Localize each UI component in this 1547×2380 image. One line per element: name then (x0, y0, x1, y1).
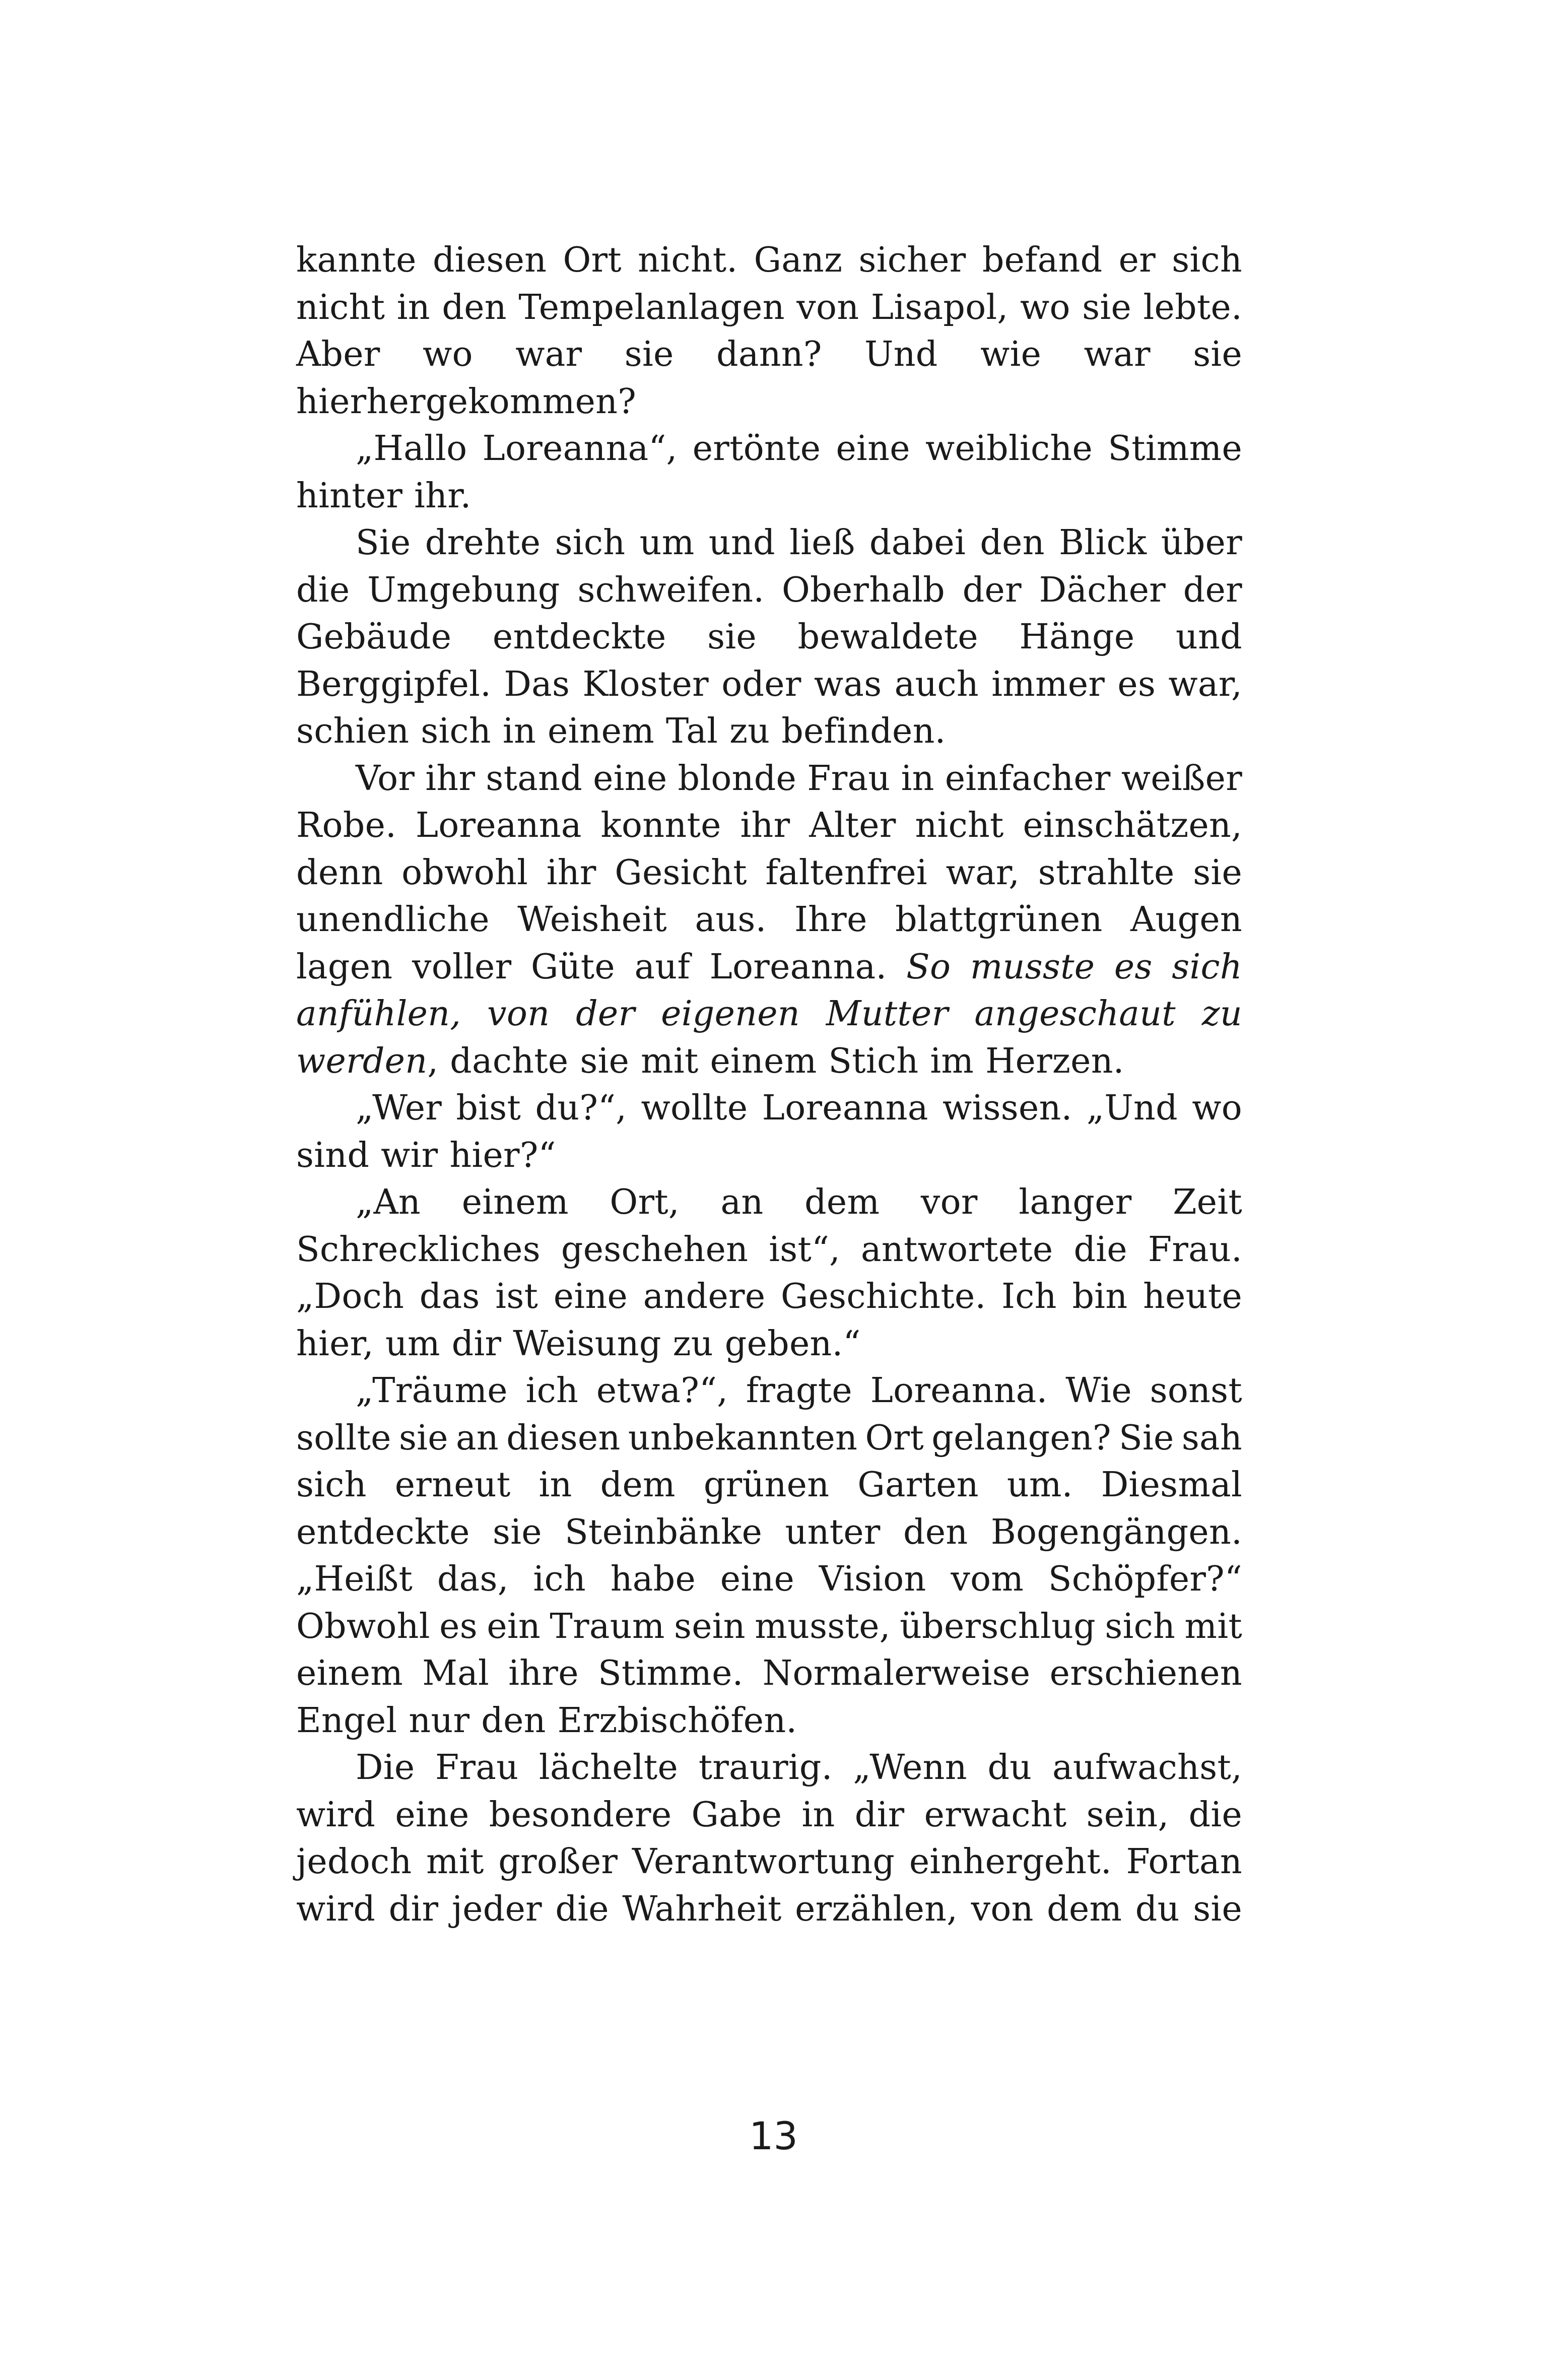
text-line: „Doch das ist eine andere Geschichte. Ich bin heute (296, 1277, 1242, 1316)
text-line: „An einem Ort, an dem vor langer Zeit (356, 1182, 1242, 1222)
text-line: Sie drehte sich um und ließ dabei den Blick über (356, 523, 1242, 563)
text-line: wird dir jeder die Wahrheit erzählen, von dem du sie (296, 1889, 1242, 1929)
text-line: Gebäude entdeckte sie bewaldete Hänge und (296, 617, 1242, 657)
page-number: 13 (749, 2113, 798, 2158)
text-line: Robe. Loreanna konnte ihr Alter nicht einschätzen, (296, 806, 1242, 845)
text-segment: lagen voller Güte auf Loreanna. (296, 947, 907, 987)
text-line: „Träume ich etwa?“, fragte Loreanna. Wie sonst (356, 1371, 1242, 1411)
italic-segment: So musste es sich (906, 947, 1242, 987)
text-line: unendliche Weisheit aus. Ihre blattgrünen Augen (296, 900, 1242, 940)
text-line: Aber wo war sie dann? Und wie war sie (296, 335, 1242, 374)
text-line: Die Frau lächelte traurig. „Wenn du aufwachst, (356, 1748, 1242, 1788)
text-line: Obwohl es ein Traum sein musste, überschlug sich mit (296, 1606, 1242, 1646)
text-line: „Heißt das, ich habe eine Vision vom Schöpfer?“ (296, 1559, 1242, 1599)
text-line: Schreckliches geschehen ist“, antwortete die Frau. (296, 1229, 1242, 1270)
text-line: entdeckte sie Steinbänke unter den Bogengängen. (296, 1512, 1242, 1552)
italic-segment: anfühlen, von der eigenen Mutter angeschaut zu (296, 994, 1242, 1034)
text-line: „Hallo Loreanna“, ertönte eine weibliche Stimme (356, 429, 1242, 469)
text-line: nicht in den Tempelanlagen von Lisapol, wo sie lebte. (296, 287, 1242, 327)
text-line: Berggipfel. Das Kloster oder was auch immer es war, (296, 664, 1242, 704)
text-line (296, 1038, 1242, 1085)
text-line: Vor ihr stand eine blonde Frau in einfacher weißer (356, 758, 1242, 799)
text-line: wird eine besondere Gabe in dir erwacht sein, die (296, 1795, 1242, 1835)
text-line: die Umgebung schweifen. Oberhalb der Dächer der (296, 570, 1242, 610)
text-line: hierhergekommen? (296, 381, 637, 422)
text-segment: , dachte sie mit einem Stich im Herzen. (427, 1041, 1124, 1081)
text-line (296, 944, 1242, 991)
text-line: Engel nur den Erzbischöfen. (296, 1700, 797, 1741)
text-line: sind wir hier?“ (296, 1135, 556, 1175)
text-line: einem Mal ihre Stimme. Normalerweise erschienen (296, 1654, 1242, 1693)
text-line: sich erneut in dem grünen Garten um. Diesmal (296, 1465, 1242, 1505)
text-line: denn obwohl ihr Gesicht faltenfrei war, strahlte sie (296, 852, 1242, 893)
text-line (296, 990, 1242, 1038)
text-line: hier, um dir Weisung zu geben.“ (296, 1324, 861, 1364)
text-line: jedoch mit großer Verantwortung einhergeht. Fortan (296, 1842, 1242, 1882)
italic-segment: werden (296, 1041, 428, 1081)
text-line: schien sich in einem Tal zu befinden. (296, 711, 946, 751)
body-text (296, 237, 1242, 1933)
text-line: sollte sie an diesen unbekannten Ort gelangen? Sie sah (296, 1418, 1242, 1458)
text-line: kannte diesen Ort nicht. Ganz sicher befand er sich (296, 240, 1242, 280)
text-line: hinter ihr. (296, 476, 472, 516)
text-line: „Wer bist du?“, wollte Loreanna wissen. „Und wo (356, 1088, 1242, 1128)
